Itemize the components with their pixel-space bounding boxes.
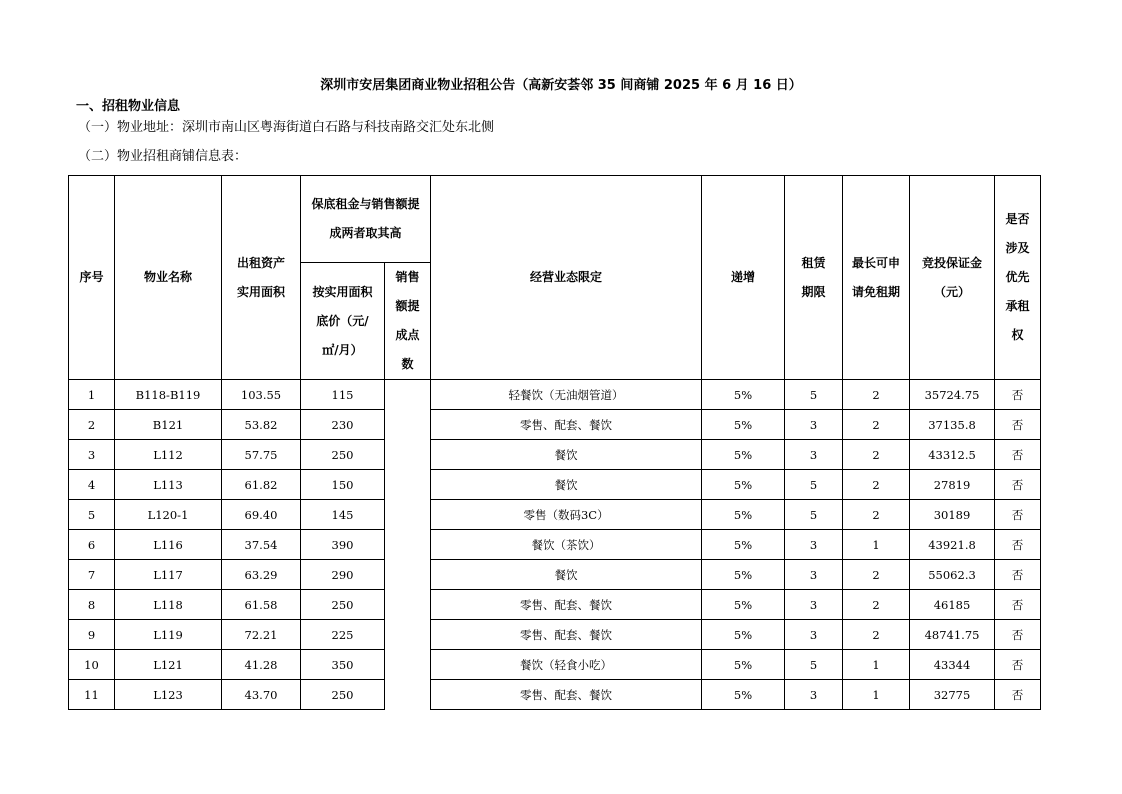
cell-business: 零售（数码3C）	[431, 500, 702, 530]
cell-free: 2	[843, 620, 910, 650]
cell-name: L119	[115, 620, 222, 650]
cell-name: L113	[115, 470, 222, 500]
cell-priority: 否	[995, 560, 1041, 590]
cell-business: 餐饮（轻食小吃）	[431, 650, 702, 680]
cell-increase: 5%	[702, 620, 785, 650]
cell-business: 零售、配套、餐饮	[431, 680, 702, 710]
cell-area: 57.75	[222, 440, 301, 470]
cell-free: 1	[843, 680, 910, 710]
header-deposit: 竞投保证金（元）	[910, 176, 995, 380]
cell-priority: 否	[995, 530, 1041, 560]
cell-seq: 1	[69, 380, 115, 410]
header-sales: 销售额提成点数	[385, 263, 431, 380]
cell-term: 3	[785, 620, 843, 650]
cell-name: L117	[115, 560, 222, 590]
cell-deposit: 46185	[910, 590, 995, 620]
header-priority: 是否涉及优先承租权	[995, 176, 1041, 380]
table-row	[69, 530, 1041, 560]
cell-seq: 9	[69, 620, 115, 650]
cell-sales	[385, 560, 431, 590]
cell-deposit: 35724.75	[910, 380, 995, 410]
cell-business: 零售、配套、餐饮	[431, 620, 702, 650]
cell-area: 61.82	[222, 470, 301, 500]
cell-increase: 5%	[702, 440, 785, 470]
cell-business: 轻餐饮（无油烟管道）	[431, 380, 702, 410]
cell-business: 餐饮	[431, 470, 702, 500]
cell-sales	[385, 650, 431, 680]
table-row	[69, 500, 1041, 530]
cell-seq: 6	[69, 530, 115, 560]
cell-term: 3	[785, 590, 843, 620]
cell-free: 1	[843, 530, 910, 560]
cell-priority: 否	[995, 680, 1041, 710]
cell-priority: 否	[995, 470, 1041, 500]
cell-sales	[385, 620, 431, 650]
cell-area: 61.58	[222, 590, 301, 620]
cell-area: 37.54	[222, 530, 301, 560]
cell-price: 350	[301, 650, 385, 680]
cell-deposit: 48741.75	[910, 620, 995, 650]
table-row	[69, 650, 1041, 680]
cell-increase: 5%	[702, 380, 785, 410]
shop-info-table	[68, 175, 1041, 710]
cell-term: 5	[785, 380, 843, 410]
cell-sales	[385, 530, 431, 560]
table-row	[69, 380, 1041, 410]
cell-priority: 否	[995, 440, 1041, 470]
cell-business: 餐饮	[431, 560, 702, 590]
cell-price: 250	[301, 680, 385, 710]
header-term: 租赁期限	[785, 176, 843, 380]
cell-term: 5	[785, 650, 843, 680]
cell-sales	[385, 680, 431, 710]
cell-area: 41.28	[222, 650, 301, 680]
cell-price: 230	[301, 410, 385, 440]
cell-priority: 否	[995, 590, 1041, 620]
cell-term: 5	[785, 500, 843, 530]
table-row	[69, 680, 1041, 710]
address-line: （一）物业地址：深圳市南山区粤海街道白石路与科技南路交汇处东北侧	[78, 120, 495, 135]
cell-seq: 5	[69, 500, 115, 530]
cell-seq: 4	[69, 470, 115, 500]
cell-price: 225	[301, 620, 385, 650]
cell-deposit: 27819	[910, 470, 995, 500]
cell-term: 3	[785, 440, 843, 470]
header-business: 经营业态限定	[431, 176, 702, 380]
cell-term: 3	[785, 410, 843, 440]
header-increase: 递增	[702, 176, 785, 380]
cell-priority: 否	[995, 620, 1041, 650]
cell-name: L121	[115, 650, 222, 680]
cell-priority: 否	[995, 380, 1041, 410]
cell-free: 2	[843, 410, 910, 440]
cell-sales	[385, 440, 431, 470]
table-row	[69, 620, 1041, 650]
cell-deposit: 55062.3	[910, 560, 995, 590]
cell-sales	[385, 500, 431, 530]
cell-price: 290	[301, 560, 385, 590]
cell-price: 250	[301, 590, 385, 620]
cell-area: 72.21	[222, 620, 301, 650]
header-free-period: 最长可申请免租期	[843, 176, 910, 380]
cell-sales	[385, 590, 431, 620]
header-price: 按实用面积底价（元/㎡/月）	[301, 263, 385, 380]
cell-priority: 否	[995, 650, 1041, 680]
cell-name: L116	[115, 530, 222, 560]
cell-term: 3	[785, 530, 843, 560]
cell-name: L112	[115, 440, 222, 470]
cell-seq: 3	[69, 440, 115, 470]
cell-free: 2	[843, 380, 910, 410]
header-seq: 序号	[69, 176, 115, 380]
cell-business: 零售、配套、餐饮	[431, 590, 702, 620]
cell-name: L118	[115, 590, 222, 620]
cell-term: 3	[785, 680, 843, 710]
cell-seq: 11	[69, 680, 115, 710]
cell-name: B118-B119	[115, 380, 222, 410]
cell-seq: 7	[69, 560, 115, 590]
cell-increase: 5%	[702, 590, 785, 620]
cell-deposit: 43344	[910, 650, 995, 680]
header-area: 出租资产实用面积	[222, 176, 301, 380]
cell-sales	[385, 410, 431, 440]
table-row	[69, 560, 1041, 590]
cell-increase: 5%	[702, 650, 785, 680]
cell-priority: 否	[995, 410, 1041, 440]
cell-deposit: 30189	[910, 500, 995, 530]
cell-increase: 5%	[702, 680, 785, 710]
cell-increase: 5%	[702, 560, 785, 590]
cell-area: 63.29	[222, 560, 301, 590]
cell-sales	[385, 470, 431, 500]
cell-name: L123	[115, 680, 222, 710]
header-name: 物业名称	[115, 176, 222, 380]
cell-free: 2	[843, 500, 910, 530]
cell-term: 5	[785, 470, 843, 500]
table-row	[69, 590, 1041, 620]
cell-deposit: 43312.5	[910, 440, 995, 470]
page-title: 深圳市安居集团商业物业招租公告（高新安荟邻 35 间商铺 2025 年 6 月 16 日）	[320, 78, 802, 93]
cell-area: 53.82	[222, 410, 301, 440]
cell-business: 餐饮	[431, 440, 702, 470]
cell-price: 145	[301, 500, 385, 530]
cell-deposit: 37135.8	[910, 410, 995, 440]
cell-free: 2	[843, 470, 910, 500]
cell-price: 390	[301, 530, 385, 560]
cell-term: 3	[785, 560, 843, 590]
cell-increase: 5%	[702, 470, 785, 500]
cell-name: L120-1	[115, 500, 222, 530]
table-row	[69, 410, 1041, 440]
table-intro: （二）物业招租商铺信息表：	[78, 149, 248, 164]
cell-sales	[385, 380, 431, 410]
cell-deposit: 43921.8	[910, 530, 995, 560]
cell-area: 43.70	[222, 680, 301, 710]
cell-business: 零售、配套、餐饮	[431, 410, 702, 440]
cell-seq: 8	[69, 590, 115, 620]
cell-increase: 5%	[702, 500, 785, 530]
cell-free: 2	[843, 440, 910, 470]
cell-business: 餐饮（茶饮）	[431, 530, 702, 560]
cell-area: 69.40	[222, 500, 301, 530]
cell-price: 250	[301, 440, 385, 470]
cell-seq: 2	[69, 410, 115, 440]
header-rent-group: 保底租金与销售额提成两者取其高	[301, 176, 431, 263]
cell-increase: 5%	[702, 530, 785, 560]
cell-free: 1	[843, 650, 910, 680]
cell-increase: 5%	[702, 410, 785, 440]
table-row	[69, 440, 1041, 470]
cell-seq: 10	[69, 650, 115, 680]
section-heading: 一、招租物业信息	[76, 99, 181, 114]
cell-deposit: 32775	[910, 680, 995, 710]
cell-name: B121	[115, 410, 222, 440]
cell-priority: 否	[995, 500, 1041, 530]
cell-price: 115	[301, 380, 385, 410]
cell-free: 2	[843, 560, 910, 590]
cell-free: 2	[843, 590, 910, 620]
cell-price: 150	[301, 470, 385, 500]
cell-area: 103.55	[222, 380, 301, 410]
table-row	[69, 470, 1041, 500]
